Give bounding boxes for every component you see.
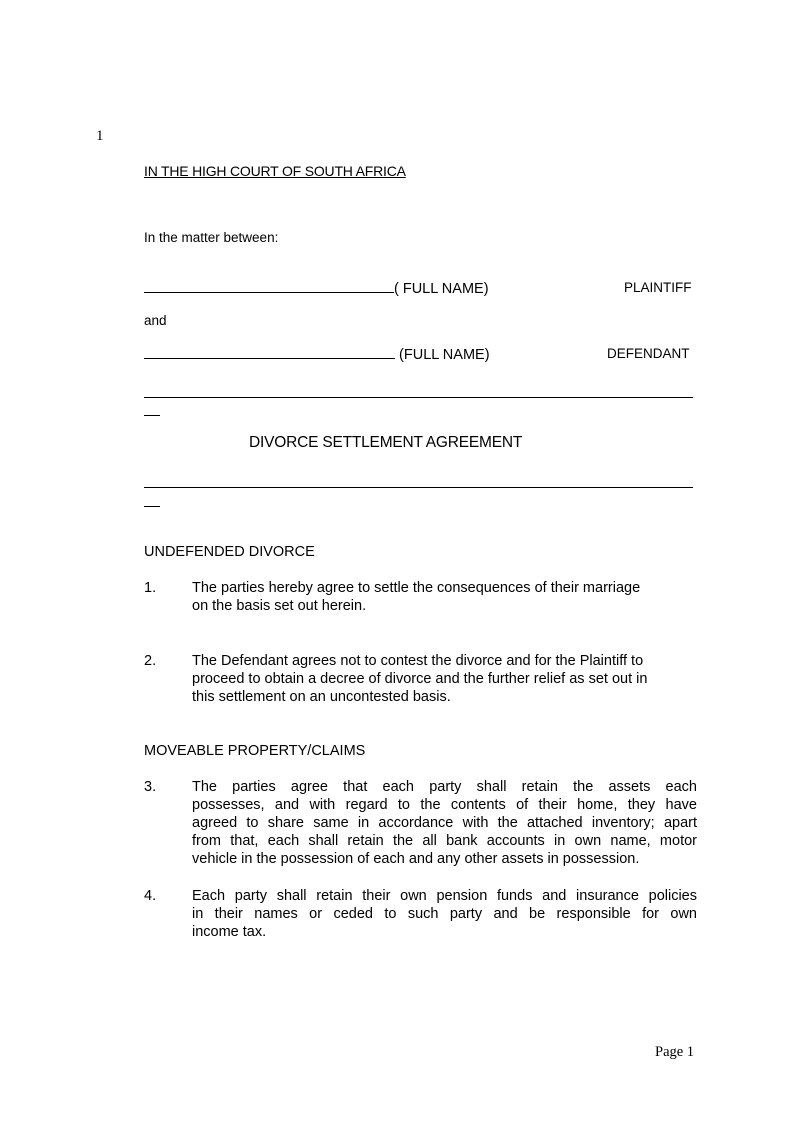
defendant-line bbox=[144, 345, 490, 364]
page-number: Page 1 bbox=[655, 1044, 695, 1060]
defendant-role: DEFENDANT bbox=[607, 346, 690, 361]
title-bottom-rule-tail bbox=[144, 506, 160, 507]
clause-3-text: The parties agree that each party shall retain the assets each possesses, and with regard to the contents of their home, they have agreed to share same in accordance with the attached inventory; apart from that, each shall retain the all bank accounts in own name, motor vehicle in the possession of each and any other assets in possession. bbox=[192, 779, 697, 867]
line-number: 1 bbox=[96, 128, 104, 144]
plaintiff-role: PLAINTIFF bbox=[624, 280, 692, 295]
document-title: DIVORCE SETTLEMENT AGREEMENT bbox=[249, 434, 523, 451]
title-top-rule bbox=[144, 397, 693, 398]
clause-number: 2. bbox=[144, 653, 157, 669]
defendant-name-blank bbox=[144, 345, 395, 359]
plaintiff-line bbox=[144, 279, 489, 298]
clause-number: 3. bbox=[144, 779, 157, 795]
clause-2-text: The Defendant agrees not to contest the divorce and for the Plaintiff to proceed to obtain a decree of divorce and the further relief as set out in this settlement on an uncontested basis. bbox=[192, 653, 648, 705]
court-heading: IN THE HIGH COURT OF SOUTH AFRICA bbox=[144, 163, 406, 179]
plaintiff-name-hint: ( FULL NAME) bbox=[394, 281, 489, 297]
defendant-name-hint: (FULL NAME) bbox=[399, 347, 490, 363]
and-text: and bbox=[144, 313, 167, 328]
clause-number: 1. bbox=[144, 580, 157, 596]
plaintiff-name-blank bbox=[144, 279, 394, 293]
title-bottom-rule bbox=[144, 487, 693, 488]
matter-between: In the matter between: bbox=[144, 230, 279, 245]
clause-1-text: The parties hereby agree to settle the consequences of their marriage on the basis set out herein. bbox=[192, 580, 641, 614]
clause-number: 4. bbox=[144, 888, 157, 904]
section-heading-moveable: MOVEABLE PROPERTY/CLAIMS bbox=[144, 743, 366, 759]
section-heading-undefended: UNDEFENDED DIVORCE bbox=[144, 544, 315, 560]
clause-4-text: Each party shall retain their own pension funds and insurance policies in their names or ceded to such party and be responsible for own income tax. bbox=[192, 888, 697, 940]
title-top-rule-tail bbox=[144, 415, 160, 416]
